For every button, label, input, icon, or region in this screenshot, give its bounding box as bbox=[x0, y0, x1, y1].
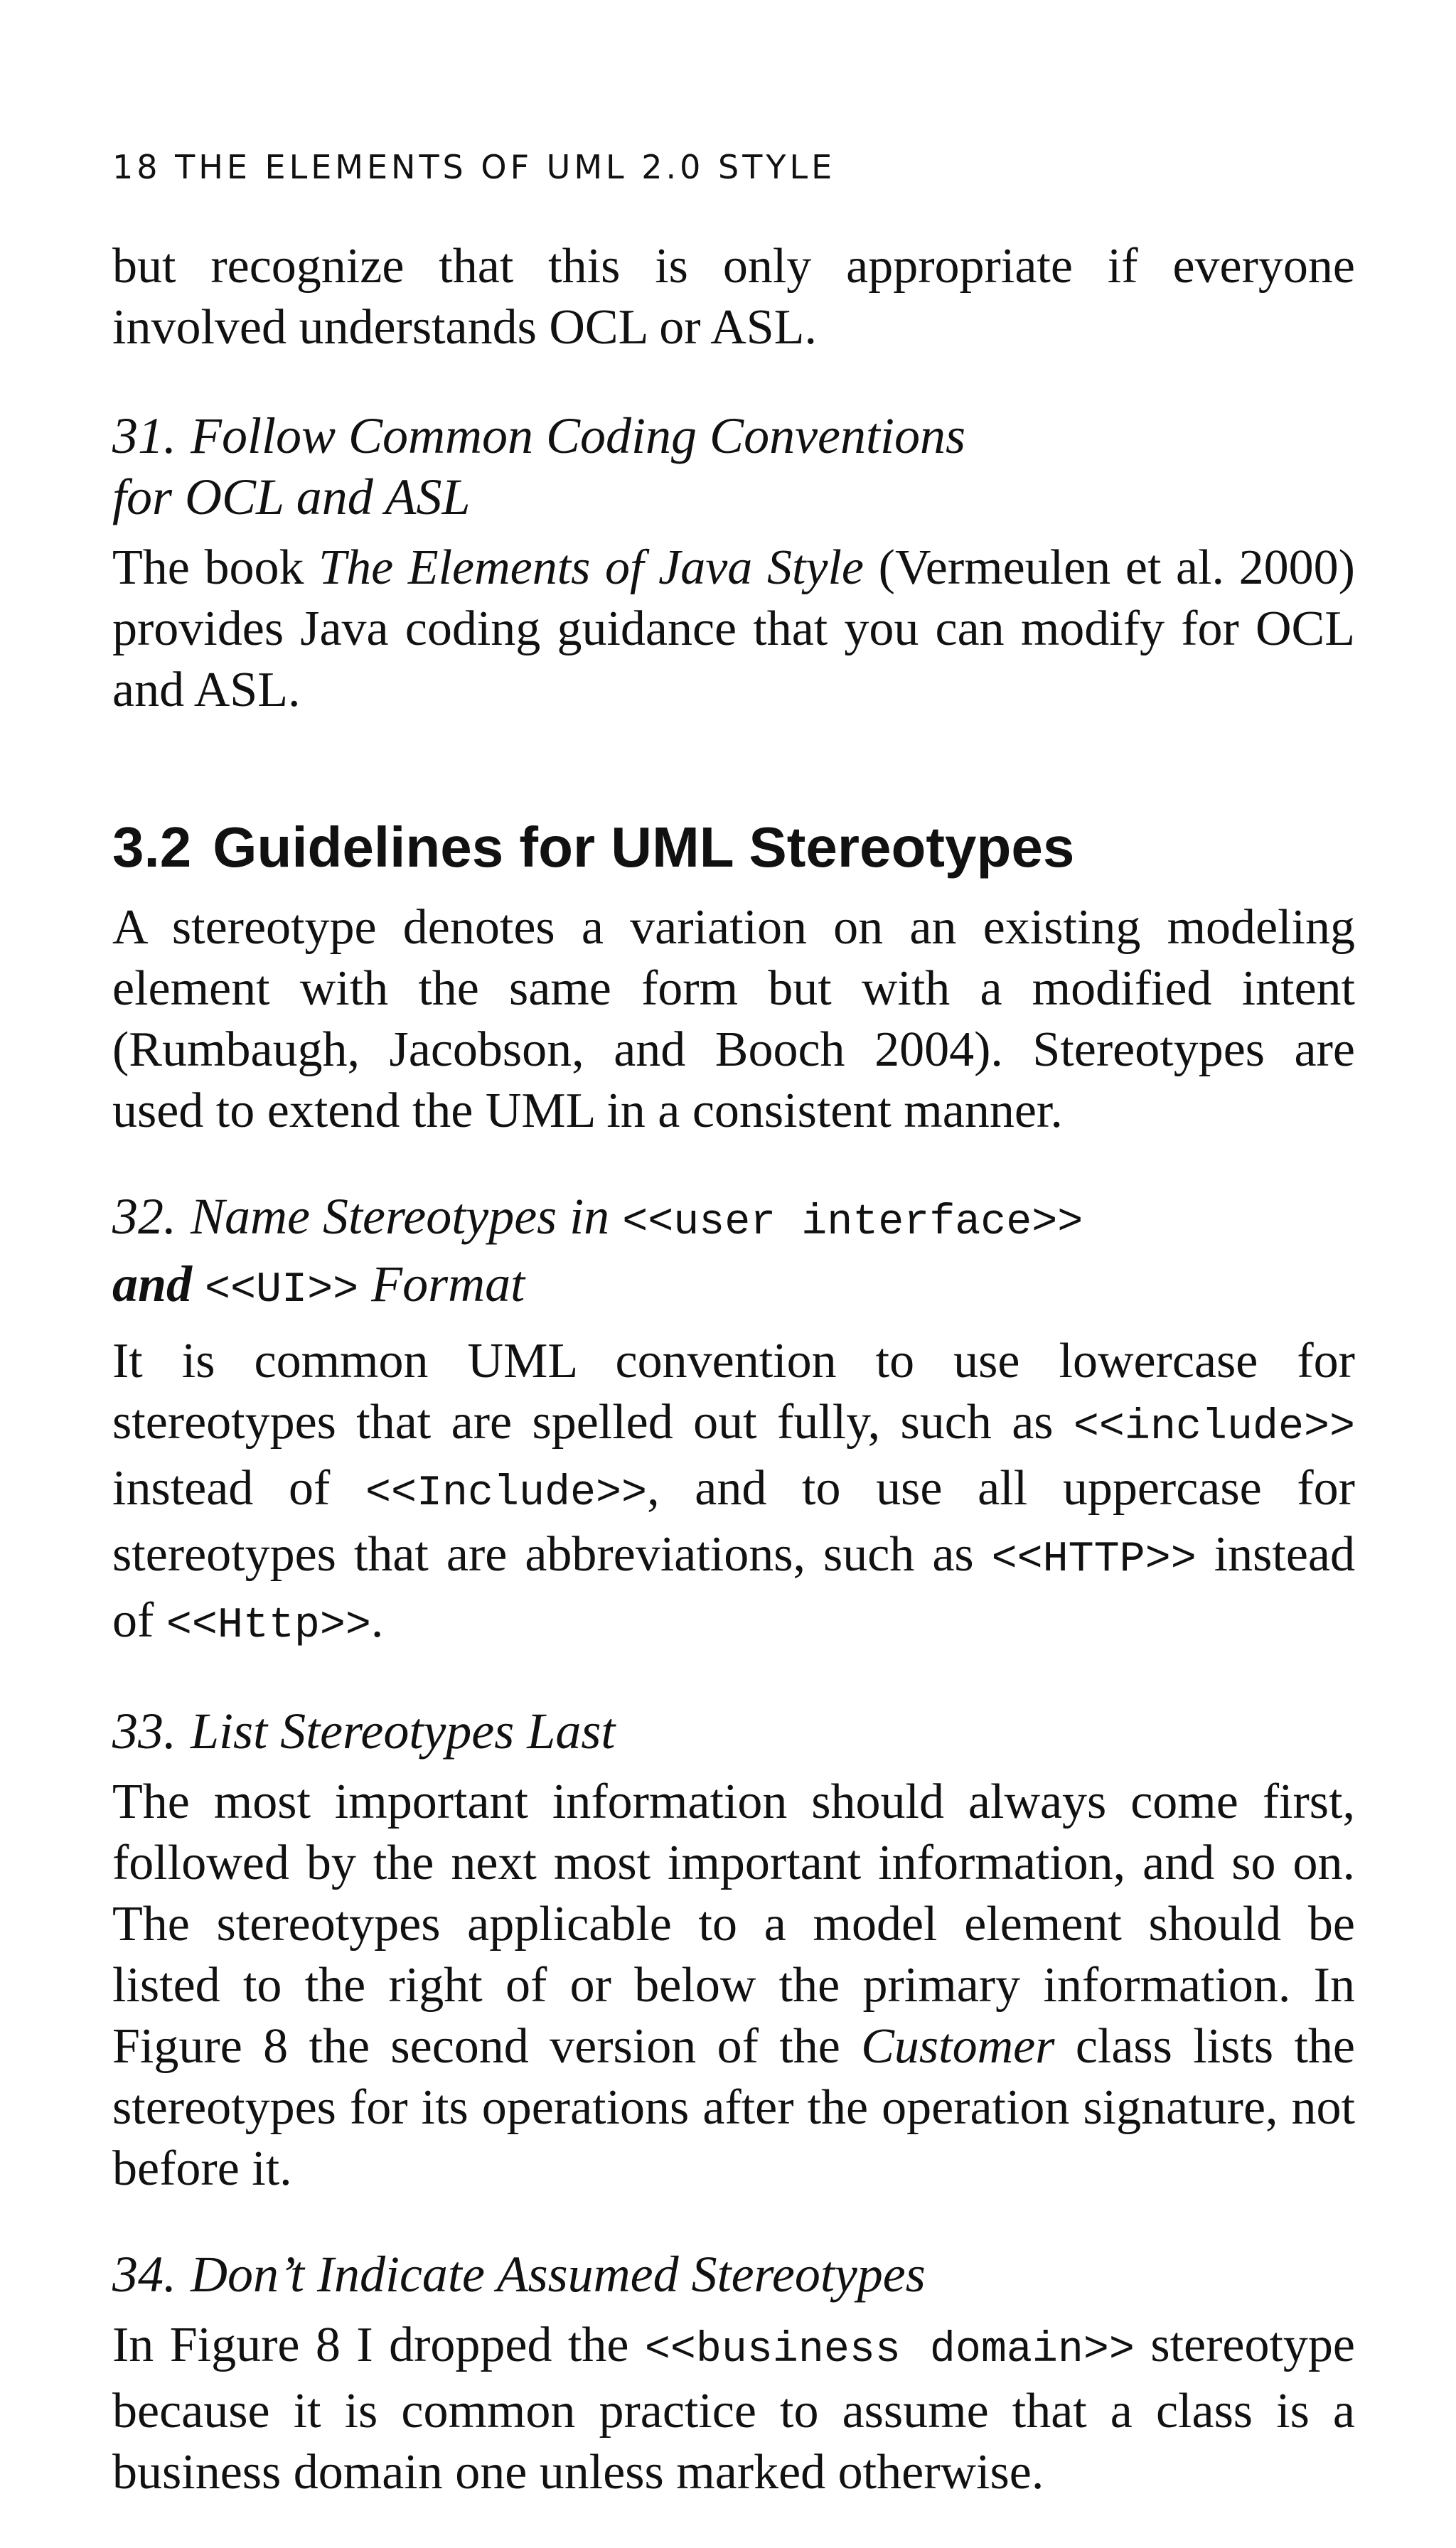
guideline-32-heading bbox=[112, 1186, 1355, 1321]
body-text: The book bbox=[112, 540, 319, 595]
guideline-title-and: and bbox=[112, 1256, 205, 1312]
guideline-number: 31. bbox=[112, 407, 176, 464]
guideline-34-body bbox=[112, 2315, 1355, 2503]
section-intro-paragraph: A stereotype denotes a variation on an existing modeling element with the same form but with a modified intent (Rumbaugh, Jacobson, and Booch 2004). Stereotypes are used to extend the UML in a consistent manner. bbox=[112, 900, 1355, 1138]
section-number: 3.2 bbox=[112, 815, 192, 879]
body-text: The most important information should always come first, followed by the next most important information, and so on. The stereotypes applicable to a model element should be listed to the right of or below the primary information. In Figure 8 the second version of the bbox=[112, 1774, 1355, 2074]
body-text: class lists the stereotypes for its operations after the operation signature, not before it. bbox=[112, 2019, 1355, 2196]
stereotype-code: <<Include>> bbox=[365, 1470, 648, 1518]
body-text: . bbox=[370, 1593, 384, 1648]
guideline-32-body bbox=[112, 1331, 1355, 1656]
body-text: instead of bbox=[112, 1527, 1355, 1648]
guideline-33-heading bbox=[112, 1701, 1355, 1762]
stereotype-code: <<UI>> bbox=[205, 1266, 359, 1315]
stereotype-code: <<user interface>> bbox=[622, 1199, 1083, 1247]
guideline-title: Don’t Indicate Assumed Stereotypes bbox=[191, 2246, 926, 2303]
body-text: (Vermeulen et al. 2000) provides Java coding guidance that you can modify for OCL and ASL. bbox=[112, 540, 1355, 717]
guideline-31-body bbox=[112, 537, 1355, 721]
stereotype-code: <<include>> bbox=[1073, 1403, 1355, 1452]
stereotype-code: <<Http>> bbox=[166, 1602, 371, 1650]
running-head: 18 THE ELEMENTS OF UML 2.0 STYLE bbox=[112, 148, 836, 186]
body-text: In Figure 8 I dropped the bbox=[112, 2318, 645, 2372]
body-text: instead of bbox=[112, 1461, 365, 1516]
guideline-title: Name Stereotypes in bbox=[191, 1188, 623, 1245]
class-name: Customer bbox=[861, 2019, 1055, 2074]
stereotype-code: <<business domain>> bbox=[644, 2326, 1135, 2375]
guideline-title-line2: for OCL and ASL bbox=[112, 469, 471, 525]
body-text: , and to use all uppercase for stereotypes that are abbreviations, such as bbox=[112, 1461, 1355, 1582]
book-page bbox=[112, 142, 1355, 2503]
body-text: It is common UML convention to use lowercase for stereotypes that are spelled out fully, such as bbox=[112, 1334, 1355, 1450]
guideline-number: 32. bbox=[112, 1188, 176, 1245]
body-text: stereotype because it is common practice to assume that a class is a business domain one unless marked otherwise. bbox=[112, 2318, 1355, 2500]
guideline-number: 34. bbox=[112, 2246, 176, 2303]
section-heading bbox=[112, 813, 1355, 882]
section-title: Guidelines for UML Stereotypes bbox=[213, 815, 1075, 879]
stereotype-code: <<HTTP>> bbox=[991, 1536, 1197, 1584]
book-title: The Elements of Java Style bbox=[318, 540, 864, 595]
guideline-title: List Stereotypes Last bbox=[191, 1703, 616, 1760]
intro-paragraph: but recognize that this is only appropriate if everyone involved understands OCL or ASL. bbox=[112, 239, 1355, 355]
guideline-title-line1: Follow Common Coding Conventions bbox=[191, 407, 966, 464]
guideline-number: 33. bbox=[112, 1703, 176, 1760]
guideline-33-body bbox=[112, 1772, 1355, 2200]
guideline-31-heading bbox=[112, 405, 1355, 528]
guideline-title-format: Format bbox=[358, 1256, 525, 1312]
guideline-34-heading bbox=[112, 2244, 1355, 2305]
